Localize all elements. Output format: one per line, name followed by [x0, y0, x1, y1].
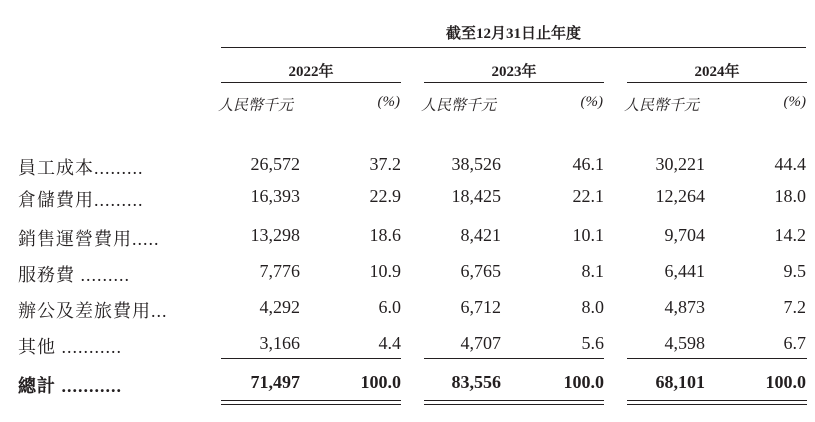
- total-double-rule-2023-b: [424, 404, 604, 405]
- year-header-2024: 2024年: [694, 64, 740, 80]
- subtotal-rule-2022: [221, 358, 401, 359]
- row-label: 銷售運營費用.....: [18, 229, 160, 249]
- cell: 18.6: [369, 225, 401, 245]
- pct-label-2024: (%): [783, 94, 806, 110]
- total-label: 總計 ...........: [18, 376, 122, 396]
- cell: 18.0: [774, 186, 806, 206]
- cell: 4.4: [378, 333, 401, 353]
- cell: 4,292: [259, 297, 300, 317]
- period-header: 截至12月31日止年度: [445, 26, 581, 42]
- cell: 46.1: [572, 154, 604, 174]
- unit-label-2023: 人民幣千元: [421, 98, 497, 114]
- row-label: 辦公及差旅費用...: [18, 301, 168, 321]
- unit-label-2024: 人民幣千元: [624, 98, 700, 114]
- cell: 8.1: [581, 261, 604, 281]
- cell: 12,264: [655, 186, 705, 206]
- cell: 6,441: [664, 261, 705, 281]
- total-cell: 100.0: [563, 372, 604, 392]
- cell: 3,166: [259, 333, 300, 353]
- cell: 9.5: [783, 261, 806, 281]
- cell: 30,221: [655, 154, 705, 174]
- subtotal-rule-2023: [424, 358, 604, 359]
- cell: 7,776: [259, 261, 300, 281]
- total-cell: 68,101: [655, 372, 705, 392]
- cell: 26,572: [250, 154, 300, 174]
- period-header-rule: [221, 47, 806, 48]
- pct-label-2022: (%): [377, 94, 400, 110]
- cell: 9,704: [664, 225, 705, 245]
- cell: 22.1: [572, 186, 604, 206]
- cell: 10.1: [572, 225, 604, 245]
- cell: 37.2: [369, 154, 401, 174]
- cell: 7.2: [783, 297, 806, 317]
- row-label: 員工成本.........: [18, 158, 144, 178]
- total-double-rule-2024-b: [627, 404, 807, 405]
- pct-label-2023: (%): [580, 94, 603, 110]
- total-cell: 100.0: [360, 372, 401, 392]
- cell: 38,526: [451, 154, 501, 174]
- year-rule-2023: [424, 82, 604, 83]
- cell: 44.4: [774, 154, 806, 174]
- cell: 13,298: [250, 225, 300, 245]
- cell: 4,873: [664, 297, 705, 317]
- cell: 18,425: [451, 186, 501, 206]
- year-header-2023: 2023年: [491, 64, 537, 80]
- year-rule-2022: [221, 82, 401, 83]
- row-label: 倉儲費用.........: [18, 190, 144, 210]
- cell: 16,393: [250, 186, 300, 206]
- cell: 6.7: [783, 333, 806, 353]
- cell: 22.9: [369, 186, 401, 206]
- year-rule-2024: [627, 82, 807, 83]
- total-double-rule-2023-a: [424, 400, 604, 401]
- row-label: 其他 ...........: [18, 337, 122, 357]
- total-cell: 83,556: [451, 372, 501, 392]
- subtotal-rule-2024: [627, 358, 807, 359]
- cell: 4,598: [664, 333, 705, 353]
- total-double-rule-2024-a: [627, 400, 807, 401]
- cell: 6.0: [378, 297, 401, 317]
- cell: 4,707: [460, 333, 501, 353]
- cell: 10.9: [369, 261, 401, 281]
- cell: 5.6: [581, 333, 604, 353]
- cell: 6,765: [460, 261, 501, 281]
- cell: 6,712: [460, 297, 501, 317]
- row-label: 服務費 .........: [18, 265, 130, 285]
- total-cell: 71,497: [250, 372, 300, 392]
- year-header-2022: 2022年: [288, 64, 334, 80]
- total-double-rule-2022-b: [221, 404, 401, 405]
- unit-label-2022: 人民幣千元: [218, 98, 294, 114]
- cell: 14.2: [774, 225, 806, 245]
- cell: 8.0: [581, 297, 604, 317]
- cell: 8,421: [460, 225, 501, 245]
- total-cell: 100.0: [765, 372, 806, 392]
- total-double-rule-2022-a: [221, 400, 401, 401]
